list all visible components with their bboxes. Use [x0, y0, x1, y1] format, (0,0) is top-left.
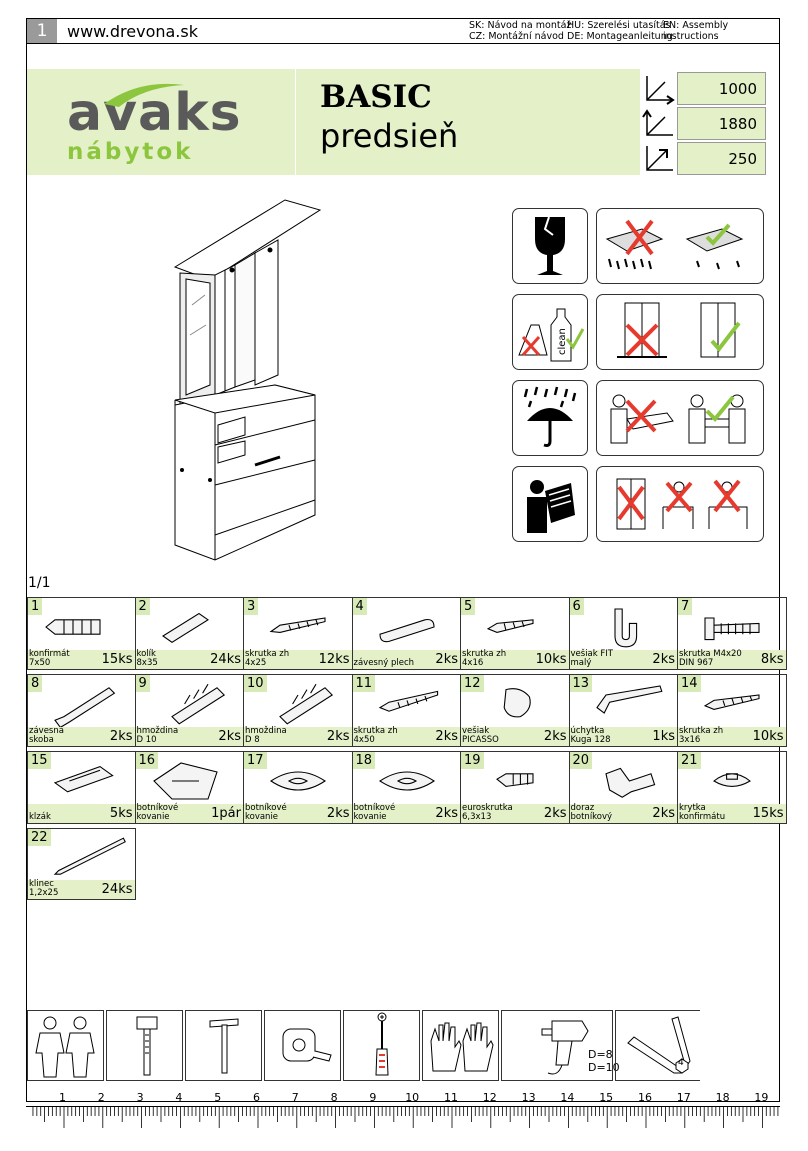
- read-instructions-card: [512, 466, 588, 542]
- keep-dry-card: [512, 380, 588, 456]
- tool-two-people: [27, 1010, 104, 1081]
- tool-hex-key: [615, 1010, 700, 1081]
- part-size: 6,3x13: [462, 812, 492, 822]
- part-quantity: 1pár: [211, 806, 241, 821]
- part-size: botníkový: [570, 812, 613, 822]
- tool-hammer: [185, 1010, 262, 1081]
- part-hardware-icon: [357, 600, 457, 654]
- part-footer: [28, 727, 135, 746]
- part-cell-10: [244, 674, 353, 747]
- part-cell-14: [678, 674, 787, 747]
- cabinet-assembly-icon: [597, 295, 763, 369]
- part-quantity: 2ks: [218, 729, 241, 744]
- part-hardware-icon: [574, 677, 674, 731]
- part-quantity: 2ks: [435, 652, 458, 667]
- part-cell-18: [353, 751, 462, 824]
- ruler-number: 17: [676, 1091, 691, 1104]
- part-name-line: hmoždina: [136, 726, 179, 736]
- part-number: 1: [28, 598, 42, 615]
- part-name: [571, 650, 613, 668]
- part-quantity: 2ks: [435, 806, 458, 821]
- part-footer: [136, 804, 244, 823]
- part-name: [462, 804, 513, 822]
- part-quantity: 2ks: [652, 806, 675, 821]
- part-name-line: kolík: [136, 649, 156, 659]
- width-arrow-icon: [641, 72, 677, 105]
- part-hardware-icon: [465, 600, 565, 654]
- logo-subtitle: nábytok: [67, 139, 194, 165]
- part-number: 20: [570, 752, 593, 769]
- part-quantity: 2ks: [326, 806, 350, 821]
- part-quantity: 2ks: [543, 729, 567, 744]
- drill-bit-8: D=8: [588, 1048, 613, 1061]
- part-cell-15: [27, 751, 136, 824]
- part-cell-2: [136, 597, 245, 670]
- screwdriver-icon: [344, 1011, 419, 1080]
- ruler-number: 4: [175, 1091, 183, 1104]
- part-number: 22: [28, 829, 51, 846]
- part-name: [354, 727, 398, 745]
- part-hardware-icon: [465, 677, 565, 731]
- part-footer: [136, 650, 244, 669]
- tool-gloves: [422, 1010, 499, 1081]
- part-footer: [570, 650, 678, 669]
- website-url[interactable]: www.drevona.sk: [67, 22, 198, 41]
- tool-mallet: [106, 1010, 183, 1081]
- part-footer: [28, 650, 135, 669]
- part-cell-13: [570, 674, 679, 747]
- part-cell-6: [570, 597, 679, 670]
- part-cell-16: [136, 751, 245, 824]
- part-quantity: 10ks: [535, 652, 567, 667]
- part-name-line: doraz: [570, 803, 595, 813]
- instruction-de: DE: Montageanleitung: [567, 31, 673, 42]
- ruler-number: 6: [253, 1091, 260, 1104]
- part-size: skoba: [29, 735, 54, 745]
- depth-arrow-icon: [641, 142, 677, 175]
- part-name: [679, 727, 723, 745]
- people-table-icon: [597, 381, 763, 455]
- part-name: [29, 813, 51, 822]
- ruler-number: 7: [291, 1091, 299, 1104]
- part-quantity: 12ks: [318, 652, 350, 667]
- part-hardware-icon: [682, 600, 782, 654]
- part-cell-8: [27, 674, 136, 747]
- svg-text:clean: clean: [557, 328, 568, 355]
- part-footer: [461, 650, 569, 669]
- rubber-mallet-icon: [107, 1011, 182, 1080]
- ruler-number: 8: [330, 1091, 338, 1104]
- part-name-line: závesný plech: [353, 658, 415, 668]
- part-name: [245, 804, 287, 822]
- part-footer: [678, 727, 786, 746]
- part-hardware-icon: [357, 754, 457, 808]
- work-gloves-icon: [423, 1011, 498, 1080]
- instruction-en: EN: Assembly instructions: [663, 20, 729, 42]
- part-cell-22: [27, 828, 136, 900]
- part-footer: [353, 804, 461, 823]
- part-number: 7: [678, 598, 692, 615]
- part-name: [462, 727, 499, 745]
- carry-box-icon: [597, 209, 763, 283]
- ruler-number: 13: [521, 1091, 536, 1104]
- part-size: 4x16: [462, 658, 484, 668]
- part-footer: [461, 727, 569, 746]
- part-name-line: vešiak FIT: [570, 649, 613, 659]
- title-panel: [296, 69, 640, 175]
- part-name: [245, 650, 289, 668]
- part-number: 5: [461, 598, 475, 615]
- part-name-line: skrutka zh: [245, 649, 290, 659]
- part-hardware-icon: [140, 677, 240, 731]
- drill-bit-10: D=10: [588, 1061, 620, 1074]
- ruler-number: 5: [214, 1091, 222, 1104]
- height-arrow-icon: [641, 107, 677, 140]
- part-name-line: úchytka: [570, 726, 605, 736]
- part-footer: [678, 804, 786, 823]
- part-cell-5: [461, 597, 570, 670]
- part-name-line: skrutka M4x20: [679, 649, 742, 659]
- part-name: [571, 804, 613, 822]
- dimension-height: [641, 107, 766, 140]
- part-number: 11: [353, 675, 376, 692]
- part-hardware-icon: [357, 677, 457, 731]
- part-cell-21: [678, 751, 787, 824]
- part-number: 13: [570, 675, 593, 692]
- dimensions-table: [641, 72, 766, 175]
- ruler-number: 10: [405, 1091, 420, 1104]
- dimension-depth: [641, 142, 766, 175]
- tool-screwdriver: [343, 1010, 420, 1081]
- part-cell-7: [678, 597, 787, 670]
- ruler-number: 15: [599, 1091, 614, 1104]
- part-name-line: konfirmát: [29, 649, 70, 659]
- two-person-card: [596, 380, 764, 456]
- ruler-number: 14: [560, 1091, 575, 1104]
- part-cell-1: [27, 597, 136, 670]
- part-name: [29, 880, 58, 898]
- part-number: 9: [136, 675, 150, 692]
- part-name-line: skrutka zh: [353, 726, 398, 736]
- handling-card: [596, 208, 764, 284]
- part-size: PICASSO: [462, 735, 499, 745]
- dimension-width: [641, 72, 766, 105]
- part-footer: [136, 727, 244, 746]
- part-hardware-icon: [248, 754, 348, 808]
- part-footer: [570, 727, 678, 746]
- part-name-line: euroskrutka: [462, 803, 513, 813]
- part-number: 12: [461, 675, 484, 692]
- part-hardware-icon: [248, 600, 348, 654]
- part-hardware-icon: [32, 831, 132, 885]
- part-size: D 10: [136, 735, 157, 745]
- part-hardware-icon: [574, 600, 674, 654]
- part-name: [354, 659, 415, 668]
- logo-panel: [27, 69, 295, 175]
- header-bar: [26, 18, 780, 44]
- part-number: 17: [244, 752, 267, 769]
- part-size: 7x50: [29, 658, 51, 668]
- part-hardware-icon: [140, 754, 240, 808]
- ruler-ticks: [26, 1106, 780, 1134]
- hex-key-size: 4: [678, 1058, 684, 1068]
- part-quantity: 2ks: [435, 729, 458, 744]
- page-frame: [26, 44, 780, 1102]
- ruler-number: 11: [444, 1091, 458, 1104]
- umbrella-icon: [513, 381, 587, 455]
- ruler-number: 1: [59, 1091, 66, 1104]
- part-size: D 8: [245, 735, 260, 745]
- part-cell-12: [461, 674, 570, 747]
- part-quantity: 24ks: [101, 882, 133, 897]
- part-name-line: hmoždina: [245, 726, 287, 736]
- part-name: [137, 804, 179, 822]
- logo-swoosh-icon: [99, 79, 189, 109]
- part-quantity: 2ks: [326, 729, 350, 744]
- no-misuse-card: [596, 466, 764, 542]
- part-number: 15: [28, 752, 51, 769]
- part-name-line: klinec: [29, 879, 54, 889]
- part-size: konfirmátu: [679, 812, 726, 822]
- part-name-line: krytka: [679, 803, 706, 813]
- part-name-line: vešiak: [462, 726, 490, 736]
- ruler-number: 9: [369, 1091, 377, 1104]
- part-hardware-icon: [32, 754, 132, 808]
- part-hardware-icon: [574, 754, 674, 808]
- part-quantity: 8ks: [760, 652, 784, 667]
- product-name: predsieň: [320, 117, 459, 155]
- part-footer: [353, 650, 461, 669]
- part-name-line: skrutka zh: [679, 726, 724, 736]
- part-size: DIN 967: [679, 658, 714, 668]
- part-footer: [28, 804, 135, 823]
- part-size: kovanie: [245, 812, 279, 822]
- tool-drill: [501, 1010, 620, 1081]
- part-size: Kuga 128: [570, 735, 611, 745]
- part-number: 6: [570, 598, 584, 615]
- part-name-line: závesná: [29, 726, 64, 736]
- instruction-sk: SK: Návod na montáž: [469, 20, 572, 31]
- fragile-card: [512, 208, 588, 284]
- dimension-value: 250: [677, 142, 766, 175]
- part-name: [462, 650, 506, 668]
- part-quantity: 2ks: [543, 806, 567, 821]
- scale-label: 1/1: [28, 575, 51, 591]
- dimension-value: 1000: [677, 72, 766, 105]
- part-number: 14: [678, 675, 701, 692]
- part-number: 3: [244, 598, 258, 615]
- part-size: 4x25: [245, 658, 267, 668]
- part-cell-20: [570, 751, 679, 824]
- part-name: [679, 650, 742, 668]
- part-number: 18: [353, 752, 376, 769]
- clean-bottle-icon: [513, 295, 587, 369]
- ruler-number: 12: [482, 1091, 497, 1104]
- logo-word: avaks: [67, 83, 242, 143]
- part-name: [29, 650, 70, 668]
- part-name: [29, 727, 64, 745]
- part-footer: [244, 650, 352, 669]
- ruler-number: 19: [754, 1091, 769, 1104]
- part-size: malý: [570, 658, 592, 668]
- part-quantity: 24ks: [210, 652, 241, 667]
- part-name-line: botníkové: [353, 803, 396, 813]
- part-size: 8x35: [136, 658, 158, 668]
- product-line: BASIC: [320, 79, 432, 115]
- part-cell-11: [353, 674, 462, 747]
- part-number: 19: [461, 752, 484, 769]
- part-name: [571, 727, 611, 745]
- part-number: 2: [136, 598, 150, 615]
- part-quantity: 1ks: [652, 729, 675, 744]
- ruler-number: 18: [715, 1091, 730, 1104]
- part-name: [354, 804, 396, 822]
- part-name: [137, 650, 158, 668]
- part-cell-19: [461, 751, 570, 824]
- part-name-line: botníkové: [245, 803, 287, 813]
- part-hardware-icon: [32, 600, 132, 654]
- ruler-number: 16: [638, 1091, 652, 1104]
- part-name: [245, 727, 287, 745]
- misuse-cross-icon: [597, 467, 763, 541]
- part-hardware-icon: [682, 677, 782, 731]
- part-quantity: 2ks: [109, 729, 133, 744]
- part-footer: [570, 804, 678, 823]
- part-size: 4x50: [353, 735, 375, 745]
- part-number: 8: [28, 675, 42, 692]
- instruction-hu: HU: Szerelési utasítás: [567, 20, 671, 31]
- part-name-line: klzák: [29, 812, 51, 822]
- page-number: 1: [27, 19, 57, 43]
- part-hardware-icon: [465, 754, 565, 808]
- tape-measure-icon: [265, 1011, 340, 1080]
- part-hardware-icon: [248, 677, 348, 731]
- part-quantity: 10ks: [752, 729, 784, 744]
- reading-person-icon: [513, 467, 587, 541]
- part-footer: [678, 650, 786, 669]
- part-quantity: 15ks: [752, 806, 784, 821]
- part-cell-17: [244, 751, 353, 824]
- furniture-illustration: [170, 195, 330, 565]
- part-cell-3: [244, 597, 353, 670]
- part-number: 4: [353, 598, 367, 615]
- tool-tape-measure: [264, 1010, 341, 1081]
- part-cell-9: [136, 674, 245, 747]
- part-number: 21: [678, 752, 701, 769]
- part-size: 1,2x25: [29, 888, 59, 898]
- part-footer: [244, 727, 352, 746]
- part-size: 3x16: [679, 735, 701, 745]
- clean-card: [512, 294, 588, 370]
- part-size: kovanie: [353, 812, 387, 822]
- part-name-line: botníkové: [136, 803, 179, 813]
- part-hardware-icon: [140, 600, 240, 654]
- part-number: 16: [136, 752, 159, 769]
- two-people-icon: [28, 1011, 103, 1080]
- part-name: [679, 804, 725, 822]
- part-footer: [244, 804, 352, 823]
- part-cell-4: [353, 597, 462, 670]
- fragile-glass-icon: [513, 209, 587, 283]
- ruler-number: 3: [136, 1091, 144, 1104]
- part-footer: [461, 804, 569, 823]
- part-hardware-icon: [32, 677, 132, 731]
- dimension-value: 1880: [677, 107, 766, 140]
- part-name: [137, 727, 179, 745]
- part-hardware-icon: [682, 754, 782, 808]
- part-quantity: 5ks: [109, 806, 133, 821]
- hammer-icon: [186, 1011, 261, 1080]
- ruler-number: 2: [97, 1091, 105, 1104]
- part-footer: [353, 727, 461, 746]
- instruction-cz: CZ: Montážní návod: [469, 31, 564, 42]
- part-footer: [28, 880, 135, 899]
- part-quantity: 15ks: [101, 652, 133, 667]
- assembly-surface-card: [596, 294, 764, 370]
- part-number: 10: [244, 675, 267, 692]
- part-size: kovanie: [136, 812, 170, 822]
- part-name-line: skrutka zh: [462, 649, 507, 659]
- part-quantity: 2ks: [652, 652, 675, 667]
- hex-key-icon: [616, 1011, 700, 1080]
